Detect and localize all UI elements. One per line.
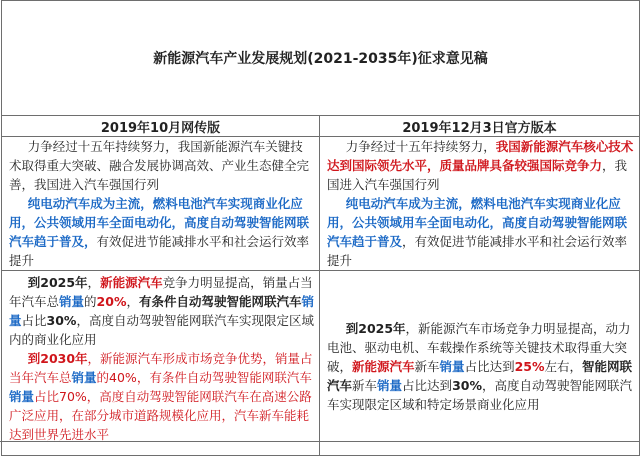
text-run: 力争经过十五年持续努力，我国新能源汽车关键技术取得重大突破、融合发展协调高效、产业生态健全完善，我国进入汽车强国行列: [9, 139, 310, 192]
right-target-2025: [327, 319, 635, 414]
text-run: ，高度自动驾驶智能网联汽车实现限定区域和特定场景商业化应用: [327, 377, 632, 412]
text-run: 20%: [96, 294, 127, 309]
text-run: 30%: [46, 313, 77, 328]
left-vision-detail: [9, 194, 315, 270]
text-run: 智能网联汽车: [327, 358, 633, 393]
text-run: 的: [84, 294, 97, 309]
text-run: 到2030年: [27, 351, 88, 366]
text-run: 新能源汽车: [352, 358, 415, 374]
right-vision-cell: [320, 137, 640, 271]
column-header-right: 2019年12月3日官方版本: [320, 116, 640, 137]
text-run: ，新能源汽车市场竞争力明显提高，动力电池、驱动电机、车载操作系统等关键技术取得重大突破，: [327, 320, 631, 374]
text-run: 有效促进节能减排水平和社会运行效率提升: [9, 234, 310, 268]
text-run: 新车: [414, 358, 440, 374]
document-title: 新能源汽车产业发展规划(2021-2035年)征求意见稿: [2, 1, 640, 116]
text-run: 销量: [439, 358, 465, 374]
text-run: 到2025年: [27, 275, 88, 290]
column-header-left: 2019年10月网传版: [2, 116, 320, 137]
text-run: ，有效促进节能减排水平和社会运行效率提升: [327, 234, 628, 268]
text-run: ，我国进入汽车强国行列: [327, 158, 628, 192]
text-run: 25%: [514, 358, 545, 374]
text-run: ，: [126, 294, 139, 309]
text-run: 新能源汽车: [100, 275, 163, 290]
comparison-table: [1, 0, 640, 456]
text-run: 销量: [9, 389, 35, 404]
text-run: 销量: [377, 377, 403, 393]
left-vision-cell: [2, 137, 320, 271]
text-run: 销量: [71, 370, 97, 385]
text-run: ，新能源汽车形成市场竞争优势，销量占当年汽车总: [9, 351, 313, 385]
left-target-2025: [9, 273, 315, 349]
text-run: 纯电动汽车成为主流，燃料电池汽车实现商业化应用，公共领域用车全面电动化，高度自动驾驶智能网联汽车趋于普及，: [9, 196, 310, 249]
text-run: 纯电动汽车成为主流，燃料电池汽车实现商业化应用，公共领域用车全面电动化，高度自动驾驶智能网联汽车趋于普及: [327, 196, 628, 249]
text-run: ，高度自动驾驶智能网联汽车实现限定区域内的商业化应用: [9, 313, 314, 347]
text-run: 有条件自动驾驶智能网联汽车: [138, 294, 302, 309]
text-run: 销量: [9, 294, 315, 328]
text-run: 的40%，有条件自动驾驶智能网联汽车: [96, 370, 312, 385]
text-run: 占比70%，高度自动驾驶智能网联汽车在高速公路广泛应用，在部分城市道路规模化应用，汽车新车能耗达到世界先进水平: [9, 389, 312, 442]
text-run: 力争经过十五年持续努力，: [345, 139, 496, 154]
left-targets-cell: [2, 271, 320, 456]
text-run: 占比达到: [464, 358, 515, 374]
text-run: 销量: [59, 294, 85, 309]
left-vision-goal: [9, 137, 315, 194]
text-run: 左右，: [544, 358, 583, 374]
text-run: 新车: [352, 377, 378, 393]
right-vision-detail: [327, 194, 635, 270]
right-targets-cell: [320, 271, 640, 456]
text-run: 竞争力明显提高，销量占当年汽车总: [9, 275, 313, 309]
text-run: 30%: [452, 377, 482, 393]
text-run: ，: [87, 275, 101, 290]
text-run: 占比: [21, 313, 47, 328]
text-run: 到2025年: [345, 320, 406, 336]
text-run: 我国新能源汽车核心技术达到国际领先水平，质量品牌具备较强国际竞争力: [327, 139, 634, 173]
right-vision-goal: [327, 137, 635, 194]
left-target-2030: [9, 349, 315, 444]
text-run: 占比达到: [402, 377, 453, 393]
